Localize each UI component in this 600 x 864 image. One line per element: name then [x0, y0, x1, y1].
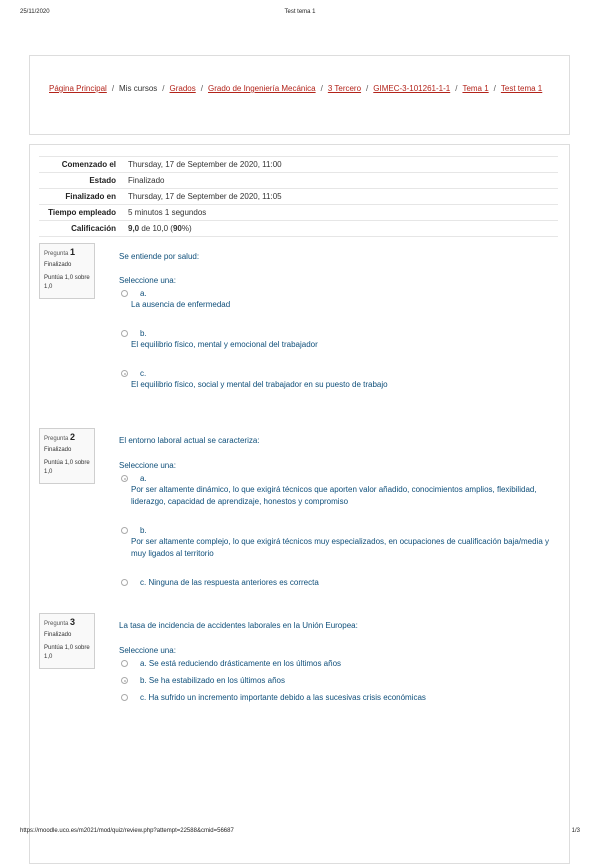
option-text [140, 675, 285, 687]
breadcrumb-separator: / [455, 84, 458, 93]
summary-label: Finalizado en [65, 192, 116, 201]
option-letter: b. [140, 329, 147, 338]
question-text-2: El entorno laboral actual se caracteriza: [119, 436, 260, 445]
summary-row-finished [39, 189, 558, 205]
breadcrumb-separator: / [200, 84, 203, 93]
question-prompt-3: Seleccione una: [119, 646, 176, 655]
summary-label: Calificación [71, 224, 116, 233]
option-letter: a. [140, 474, 147, 483]
summary-label: Estado [89, 176, 116, 185]
radio-button[interactable] [121, 694, 128, 701]
question-prompt-1: Seleccione una: [119, 276, 176, 285]
radio-button[interactable] [121, 290, 128, 297]
option-label: Se ha estabilizado en los últimos años [148, 676, 285, 685]
option-text: El equilibrio físico, mental y emocional del trabajador [131, 340, 318, 349]
radio-button-selected[interactable] [121, 475, 128, 482]
answer-option-1c[interactable] [121, 370, 561, 394]
option-letter: a. [140, 659, 147, 668]
option-letter: a. [140, 289, 147, 298]
option-letter: c. [140, 693, 147, 702]
breadcrumb-test-link[interactable]: Test tema 1 [500, 84, 543, 93]
option-label: Ninguna de las respuesta anteriores es correcta [148, 578, 319, 587]
breadcrumb-my-courses: Mis cursos [119, 84, 158, 93]
summary-row-grade [39, 221, 558, 237]
radio-button-selected[interactable] [121, 370, 128, 377]
answer-option-3c[interactable] [121, 694, 561, 706]
question-text-3: La tasa de incidencia de accidentes laborales en la Unión Europea: [119, 621, 358, 630]
answer-option-2c[interactable] [121, 579, 561, 591]
question-number: 1 [70, 247, 76, 257]
summary-label: Comenzado el [61, 160, 116, 169]
question-prompt-2: Seleccione una: [119, 461, 176, 470]
question-label: Pregunta [44, 621, 69, 627]
attempt-summary-table [39, 156, 558, 237]
summary-grade-value [122, 221, 558, 237]
question-info-1 [39, 243, 95, 299]
question-state: Finalizado [44, 632, 72, 638]
breadcrumb-tema-link[interactable]: Tema 1 [462, 84, 489, 93]
answer-option-3b[interactable] [121, 677, 561, 689]
grade-of: de 10,0 ( [139, 224, 173, 233]
question-text-1: Se entiende por salud: [119, 252, 200, 261]
breadcrumb [49, 84, 542, 93]
answer-option-2b[interactable] [121, 527, 561, 563]
answer-option-2a[interactable] [121, 475, 561, 511]
answer-option-1a[interactable] [121, 290, 561, 314]
question-points: Puntúa 1,0 sobre 1,0 [44, 460, 90, 475]
question-label: Pregunta [44, 251, 69, 257]
breadcrumb-home-link[interactable]: Página Principal [49, 84, 107, 93]
print-page-number: 1/3 [571, 828, 580, 834]
option-letter: c. [140, 578, 147, 587]
summary-value: Finalizado [128, 176, 165, 185]
option-label: Se está reduciendo drásticamente en los últimos años [148, 659, 342, 668]
option-letter: c. [140, 369, 147, 378]
option-text: Por ser altamente complejo, lo que exigirá técnicos muy especializados, en ocupaciones de cualificación baja/media y muy ligados al territorio [131, 537, 550, 558]
radio-button[interactable] [121, 660, 128, 667]
option-label: Ha sufrido un incremento importante debido a las sucesivas crisis económicas [148, 693, 426, 702]
summary-value: Thursday, 17 de September de 2020, 11:05 [128, 192, 282, 201]
question-label: Pregunta [44, 436, 69, 442]
summary-value: Thursday, 17 de September de 2020, 11:00 [128, 160, 282, 169]
question-info-3 [39, 613, 95, 669]
print-header [20, 9, 580, 19]
option-letter: b. [140, 526, 147, 535]
print-footer [20, 828, 580, 838]
grade-percent: 90 [172, 224, 182, 233]
breadcrumb-separator: / [493, 84, 496, 93]
print-date: 25/11/2020 [20, 9, 50, 15]
option-text [140, 658, 341, 670]
question-state: Finalizado [44, 447, 72, 453]
option-letter: b. [140, 676, 147, 685]
breadcrumb-separator: / [320, 84, 323, 93]
question-points: Puntúa 1,0 sobre 1,0 [44, 645, 90, 660]
radio-button[interactable] [121, 330, 128, 337]
grade-score: 9,0 [128, 224, 140, 233]
print-title: Test tema 1 [284, 9, 316, 15]
summary-label: Tiempo empleado [48, 208, 116, 217]
answer-option-3a[interactable] [121, 660, 561, 672]
breadcrumb-grados-link[interactable]: Grados [169, 84, 196, 93]
breadcrumb-course-link[interactable]: GIMEC-3-101261-1-1 [373, 84, 451, 93]
radio-button-selected[interactable] [121, 677, 128, 684]
summary-row-time [39, 205, 558, 221]
grade-end: %) [181, 224, 192, 233]
summary-row-started [39, 157, 558, 173]
breadcrumb-separator: / [162, 84, 165, 93]
radio-button[interactable] [121, 527, 128, 534]
question-number: 3 [70, 617, 76, 627]
breadcrumb-card [29, 55, 570, 135]
question-state: Finalizado [44, 262, 72, 268]
breadcrumb-tercero-link[interactable]: 3 Tercero [327, 84, 362, 93]
summary-row-state [39, 173, 558, 189]
print-url: https://moodle.uco.es/m2021/mod/quiz/review.php?attempt=22588&cmid=56687 [20, 828, 234, 834]
option-text [140, 577, 319, 589]
breadcrumb-separator: / [366, 84, 369, 93]
option-text [140, 692, 426, 704]
question-number: 2 [70, 432, 76, 442]
breadcrumb-separator: / [111, 84, 115, 93]
summary-value: 5 minutos 1 segundos [128, 208, 207, 217]
answer-option-1b[interactable] [121, 330, 561, 354]
option-text: La ausencia de enfermedad [131, 300, 231, 309]
question-info-2 [39, 428, 95, 484]
option-text: El equilibrio físico, social y mental del trabajador en su puesto de trabajo [131, 380, 388, 389]
breadcrumb-grado-link[interactable]: Grado de Ingeniería Mecánica [207, 84, 316, 93]
question-points: Puntúa 1,0 sobre 1,0 [44, 275, 90, 290]
option-text: Por ser altamente dinámico, lo que exigirá técnicos que aporten valor añadido, conocimientos amplios, flexibilidad, liderazgo, capacidad de aprendizaje, honestos y compromiso [131, 485, 537, 506]
radio-button[interactable] [121, 579, 128, 586]
